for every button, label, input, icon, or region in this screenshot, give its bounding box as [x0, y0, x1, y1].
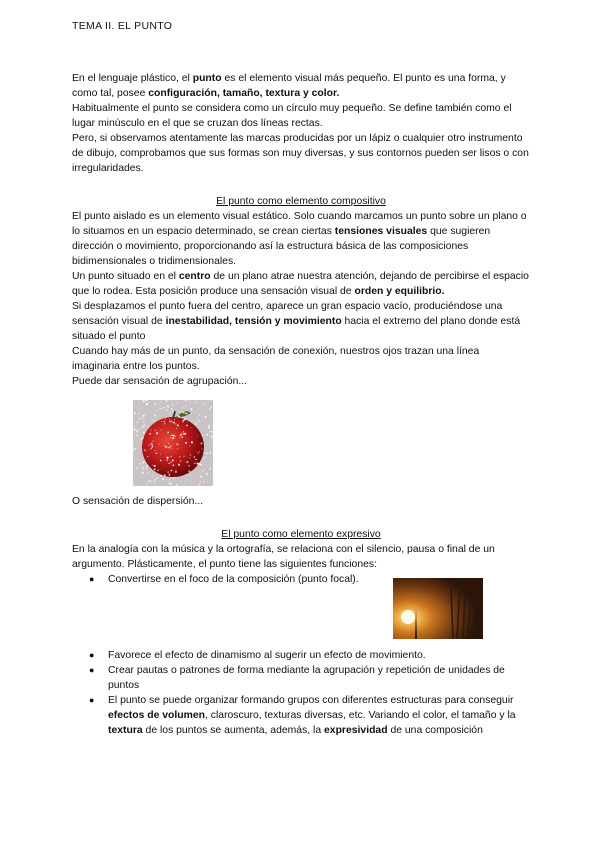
- compositivo-paragraph-4: Cuando hay más de un punto, da sensación de conexión, nuestros ojos trazan una línea imaginaria entre los puntos.: [72, 346, 480, 372]
- compositivo-paragraph-6: O sensación de dispersión...: [72, 496, 204, 507]
- intro-paragraph-3: Pero, si observamos atentamente las marcas producidas por un lápiz o cualquier otro instrumento de dibujo, comprobamos que sus formas son muy diversas, y sus contornos pueden ser lisos o con irregularidades.: [72, 133, 529, 174]
- list-item: ● Convertirse en el foco de la composición (punto focal).: [72, 572, 530, 587]
- compositivo-paragraph-1: El punto aislado es un elemento visual estático. Solo cuando marcamos un punto sobre un plano o lo situamos en un espacio determinado, se crean ciertas tensiones visuales que sugieren dirección o movimiento, proporcionando así la estructura básica de las composiciones bidimensionales o tridimensionales.: [72, 211, 527, 267]
- bullet-list-continued: [72, 648, 530, 738]
- intro-paragraph-2: Habitualmente el punto se considera como un círculo muy pequeño. Se define también como el lugar minúsculo en el que se cruzan dos líneas rectas.: [72, 103, 512, 129]
- section-compositivo: [72, 194, 530, 389]
- compositivo-paragraph-3: Si desplazamos el punto fuera del centro, aparece un gran espacio vacío, produciéndose una sensación visual de inestabilidad, tensión y movimiento hacia el extremo del plano donde está situado el punto: [72, 301, 521, 342]
- page-header: TEMA II. EL PUNTO: [72, 20, 173, 32]
- apple-dots-image: [133, 400, 213, 486]
- sunset-focal-point-image: [393, 578, 483, 639]
- bullet-list-2: [72, 648, 530, 738]
- list-item: ● Favorece el efecto de dinamismo al sugerir un efecto de movimiento.: [72, 648, 530, 663]
- compositivo-paragraph-2: Un punto situado en el centro de un plano atrae nuestra atención, dejando de percibirse el espacio que lo rodea. Esta posición produce una sensación visual de orden y equilibrio.: [72, 271, 529, 297]
- section-heading-expresivo: El punto como elemento expresivo: [221, 529, 381, 540]
- dispersion-block: [72, 494, 530, 509]
- list-item: ● Crear pautas o patrones de forma mediante la agrupación y repetición de unidades de puntos: [72, 663, 530, 693]
- expresivo-paragraph-1: En la analogía con la música y la ortografía, se relaciona con el silencio, pausa o final de un argumento. Plásticamente, el punto tiene las siguientes funciones:: [72, 544, 495, 570]
- list-item: ● El punto se puede organizar formando grupos con diferentes estructuras para conseguir efectos de volumen, claroscuro, texturas diversas, etc. Variando el color, el tamaño y la textura de los puntos se aumenta, además, la expresividad de una composición: [72, 693, 530, 738]
- section-heading-compositivo: El punto como elemento compositivo: [216, 196, 386, 207]
- intro-paragraph-1: En el lenguaje plástico, el punto es el elemento visual más pequeño. El punto es una forma, y como tal, posee configuración, tamaño, textura y color.: [72, 73, 506, 99]
- intro-block: [72, 71, 530, 176]
- compositivo-paragraph-5: Puede dar sensación de agrupación...: [72, 376, 248, 387]
